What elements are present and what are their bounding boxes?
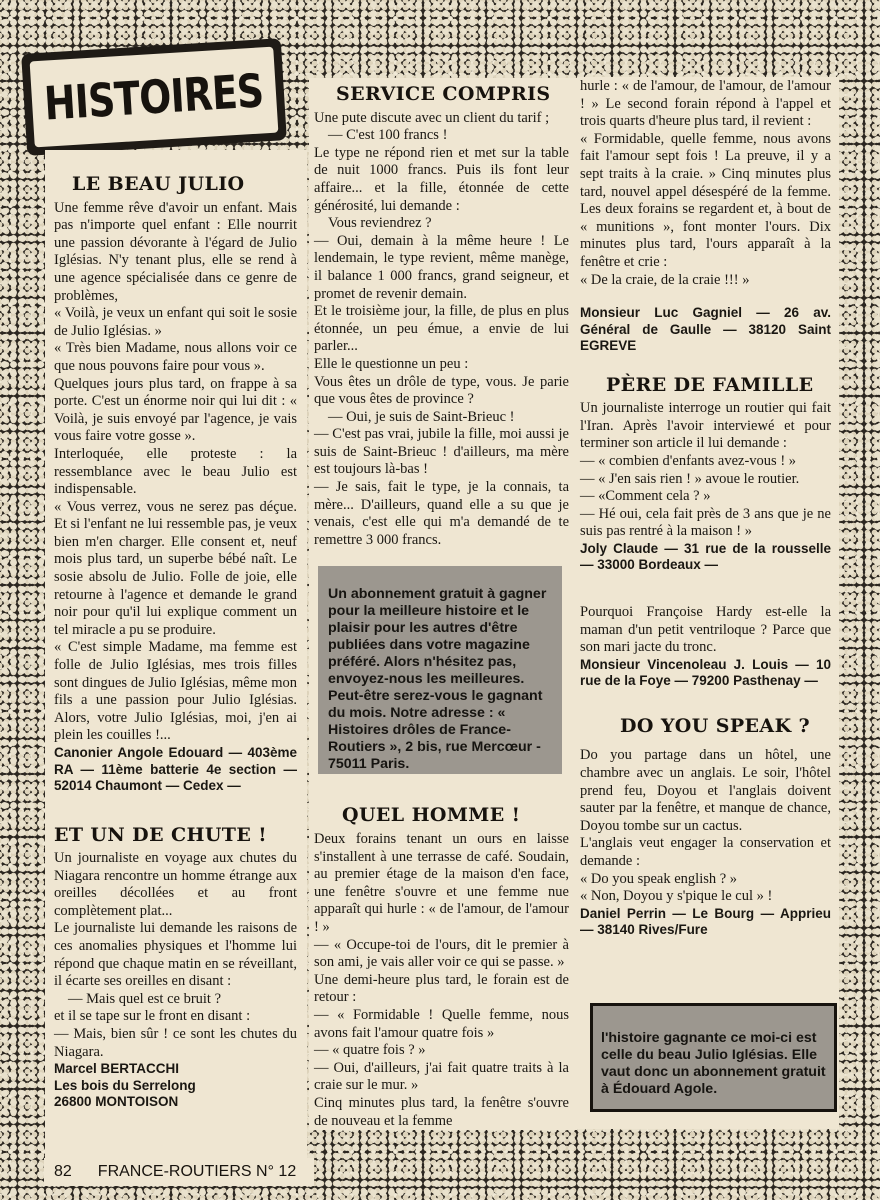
- paragraph: Deux forains tenant un ours en laisse s'installent à une terrasse de café. Soudain, au premier étage de la maison d'en face, une fenêtre s'ouvre et une femme nue apparaît qui hurle : « de l'amour, de l'amour ! »: [314, 831, 569, 935]
- story-title-pere-de-famille: PÈRE DE FAMILLE: [606, 373, 814, 396]
- paragraph: Do you partage dans un hôtel, une chambre avec un anglais. Le soir, l'hôtel prend feu, Doyou et l'anglais doivent sauter par la fenêtre, et manque de chance, Doyou tombe sur un cactus.: [580, 747, 831, 834]
- page-footer: [44, 1158, 314, 1186]
- paragraph: Le journaliste lui demande les raisons de ces anomalies physiques et l'homme lui répond que chaque matin en se réveillant, il écarte ses oreilles en disant :: [54, 920, 297, 990]
- paragraph: — Oui, je suis de Saint-Brieuc !: [328, 408, 515, 425]
- paragraph: Et le troisième jour, la fille, de plus en plus étonnée, un peu émue, a envie de lui parler...: [314, 303, 569, 355]
- paragraph: — «Comment cela ? »: [580, 488, 711, 505]
- paragraph: Elle le questionne un peu :: [314, 355, 469, 372]
- story-title-beau-julio: LE BEAU JULIO: [72, 173, 245, 195]
- author-signature: Joly Claude — 31 rue de la rousselle — 33000 Bordeaux —: [580, 540, 831, 573]
- paragraph: Une femme rêve d'avoir un enfant. Mais pas n'importe quel enfant : Elle nourrit une passion dévorante à l'égard de Julio Iglésias. N'y tenant plus, elle se rend à une agence spécialisée dans ce genre de problèmes,: [54, 199, 297, 304]
- author-signature: Daniel Perrin — Le Bourg — Apprieu — 38140 Rives/Fure: [580, 905, 831, 938]
- paragraph: « C'est simple Madame, ma femme est folle de Julio Iglésias, mes trois filles sont dingues de Julio Iglésias, même mon fils a une passion pour Julio Iglésias. Alors, votre Julio Iglésias, moi, j'en ai plein les couilles !...: [54, 639, 297, 744]
- paragraph: Interloquée, elle proteste : la ressemblance avec le beau Julio est indispensable.: [54, 445, 297, 498]
- paragraph: Quelques jours plus tard, on frappe à sa porte. C'est un énorme noir qui lui dit : « Voilà, je suis envoyé par l'agence, je vais vous faire votre gosse ».: [54, 375, 297, 445]
- paragraph: — Je sais, fait le type, je la connais, ta mère... D'ailleurs, quand elle a su que je venais, c'est elle qui m'a demandé de te remettre 3 000 francs.: [314, 479, 569, 548]
- paragraph: Pourquoi Françoise Hardy est-elle la maman d'un petit ventriloque ? Parce que son mari jacte du tronc.: [580, 603, 831, 656]
- right-column: [577, 77, 839, 1129]
- paragraph: « Do you speak english ? »: [580, 870, 738, 887]
- paragraph: « Voilà, je veux un enfant qui soit le sosie de Julio Iglésias. »: [54, 305, 297, 339]
- paragraph: Vous êtes un drôle de type, vous. Je parie que vous êtes de province ?: [314, 373, 569, 408]
- paragraph: — Mais, bien sûr ! ce sont les chutes du Niagara.: [54, 1026, 297, 1060]
- paragraph: — « Formidable ! Quelle femme, nous avons fait l'amour quatre fois »: [314, 1006, 569, 1041]
- page-number: 82: [54, 1163, 72, 1180]
- paragraph: « Très bien Madame, nous allons voir ce que nous pouvons faire pour vous ».: [54, 340, 297, 374]
- author-address: Les bois du Serrelong: [54, 1077, 196, 1093]
- paragraph: — Oui, d'ailleurs, j'ai fait quatre traits à la craie sur le mur. »: [314, 1059, 569, 1094]
- paragraph: — « J'en sais rien ! » avoue le routier.: [580, 470, 800, 487]
- paragraph: — C'est 100 francs !: [328, 127, 448, 144]
- story-title-quel-homme: QUEL HOMME !: [342, 804, 521, 827]
- left-column: [45, 150, 307, 1160]
- author-signature: Canonier Angole Edouard — 403ème RA — 11ème batterie 4e section — 52014 Chaumont — Cedex —: [54, 745, 297, 793]
- paragraph: — Oui, demain à la même heure ! Le lendemain, le type revient, même manège, il balance 1 000 francs, grand seigneur, et promet de revenir demain.: [314, 232, 569, 302]
- paragraph: « Formidable, quelle femme, nous avons fait l'amour sept fois ! La preuve, il y a sept traits à la craie. » Cinq minutes plus tard, nouvel appel désespéré de la femme. Les deux forains se regardent et, à bout de « munitions », font monter l'ours. Dix minutes plus tard, l'ours apparaît à la fenêtre et crie :: [580, 130, 831, 270]
- paragraph: Vous reviendrez ?: [328, 215, 432, 232]
- paragraph: « De la craie, de la craie !!! »: [580, 271, 750, 288]
- paragraph: Une demi-heure plus tard, le forain est de retour :: [314, 971, 569, 1006]
- paragraph: L'anglais veut engager la conservation et demande :: [580, 835, 831, 869]
- story-title-service-compris: SERVICE COMPRIS: [336, 83, 551, 105]
- magazine-issue: FRANCE-ROUTIERS N° 12: [97, 1163, 297, 1180]
- contest-announcement-text: Un abonnement gratuit à gagner pour la meilleure histoire et le plaisir pour les autres d'être publiées dans votre magazine préféré. Alors n'hésitez pas, envoyez-nous les meilleures. Peut-être serez-vous le gagnant du mois. Notre adresse : « Histoires drôles de France-Routiers », 2 bis, rue Mercœur - 75011 Paris.: [328, 586, 547, 772]
- paragraph: — « combien d'enfants avez-vous ! »: [580, 453, 797, 469]
- winner-announcement-box: [590, 1003, 837, 1112]
- author-name: Marcel BERTACCHI: [54, 1061, 180, 1077]
- contest-announcement-box: [318, 566, 562, 774]
- paragraph: Cinq minutes plus tard, la fenêtre s'ouvre de nouveau et la femme: [314, 1094, 569, 1129]
- paragraph: Un journaliste en voyage aux chutes du Niagara rencontre un homme étrange aux oreilles décollées et au front complètement plat...: [54, 850, 297, 919]
- paragraph: « Vous verrez, vous ne serez pas déçue. Et si l'enfant ne lui ressemble pas, je veux bien m'en charger. Elle consent et, neuf mois plus tard, un superbe bébé naît. Le sosie absolu de Julio. Folle de joie, elle retourne à l'agence et demande le grand noir pour qu'il lui explique comment un tel miracle a pu se produire.: [54, 498, 298, 638]
- paragraph: — Mais quel est ce bruit ?: [68, 990, 222, 1007]
- author-signature: Monsieur Luc Gagniel — 26 av. Général de Gaulle — 38120 Saint EGREVE: [580, 305, 831, 354]
- story-title-chute: ET UN DE CHUTE !: [54, 823, 267, 846]
- paragraph: hurle : « de l'amour, de l'amour, de l'amour ! » Le second forain répond à l'appel et trois quarts d'heure plus tard, il revient :: [580, 78, 831, 130]
- logo-frame: [30, 47, 279, 148]
- paragraph: et il se tape sur le front en disant :: [54, 1008, 251, 1025]
- paragraph: — « Occupe-toi de l'ours, dit le premier à son ami, je vais aller voir ce qui se passe. »: [314, 936, 569, 971]
- paragraph: — « quatre fois ? »: [314, 1042, 426, 1059]
- paragraph: Un journaliste interroge un routier qui fait l'Iran. Après l'avoir interviewé et pour terminer son article il lui demande :: [580, 400, 831, 452]
- paragraph: « Non, Doyou y s'pique le cul » !: [580, 888, 773, 905]
- logo-text: HISTOIRES: [42, 63, 266, 131]
- histoires-logo: [21, 38, 287, 156]
- author-city: 26800 MONTOISON: [54, 1094, 179, 1110]
- paragraph: — Hé oui, cela fait près de 3 ans que je ne suis pas rentré à la maison ! »: [580, 505, 831, 540]
- paragraph: — C'est pas vrai, jubile la fille, moi aussi je suis de Saint-Brieuc ! d'ailleurs, ma mère est toujours là-bas !: [314, 426, 569, 478]
- paragraph: Le type ne répond rien et met sur la table de nuit 1000 francs. Puis ils font leur affaire... et la fille, étonnée de cette générosité, lui demande :: [314, 144, 569, 214]
- winner-announcement-text: l'histoire gagnante ce moi-ci est celle du beau Julio Iglésias. Elle vaut donc un abonnement gratuit à Édouard Agole.: [601, 1030, 826, 1097]
- author-signature: Monsieur Vincenoleau J. Louis — 10 rue de la Foye — 79200 Pasthenay —: [580, 656, 831, 689]
- paragraph: Une pute discute avec un client du tarif ;: [314, 109, 550, 126]
- story-title-do-you-speak: DO YOU SPEAK ?: [620, 714, 811, 737]
